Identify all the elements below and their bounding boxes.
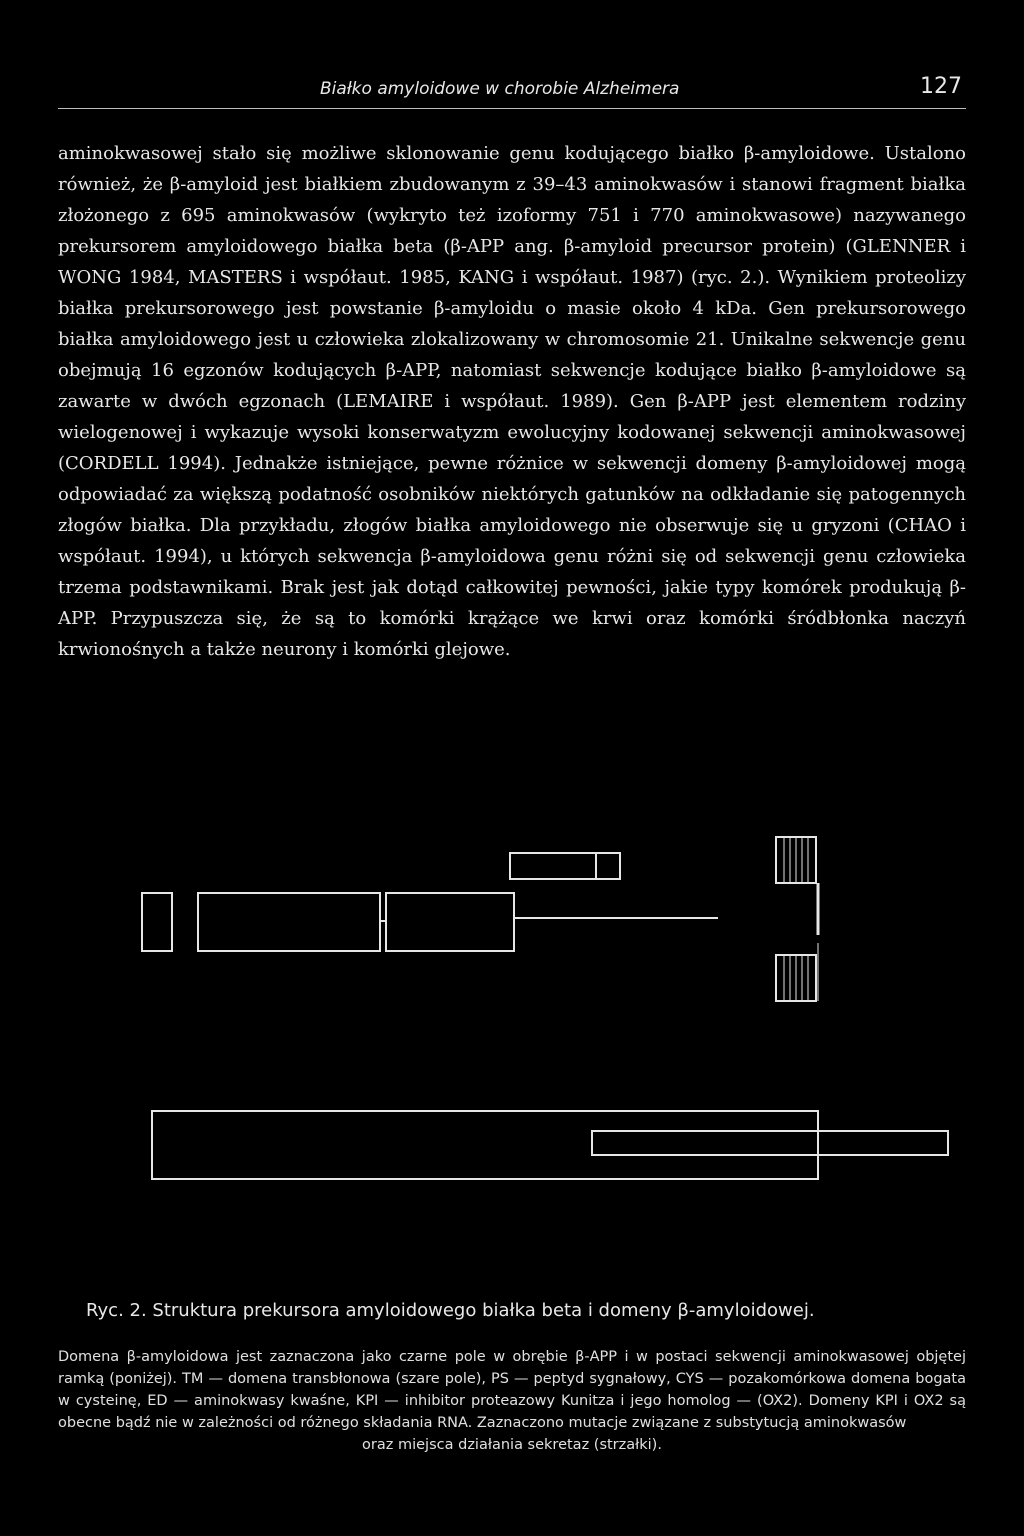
- figure-caption-body: [58, 1346, 966, 1456]
- page-number: 127: [920, 74, 962, 99]
- domain-box-ed: [386, 893, 514, 951]
- page-header: [58, 74, 966, 109]
- running-title: Białko amyloidowe w chorobie Alzheimera: [320, 79, 680, 99]
- body-text: [58, 138, 966, 665]
- domain-box-ps: [142, 893, 172, 951]
- domain-box-ox2: [596, 853, 620, 879]
- caption-text: Domena β-amyloidowa jest zaznaczona jako czarne pole w obrębie β-APP i w postaci sekwencji aminokwasowej objętej ramką (poniżej). TM — domena transbłonowa (szare pole), PS — peptyd sygnałowy, CYS — pozakomórkowa domena bogata w cysteinę, ED — aminokwasy kwaśne, KPI — inhibitor proteazowy Kunitza i jego homolog — (OX2). Domeny KPI i OX2 są obecne bądź nie w zależności od różnego składania RNA. Zaznaczono mutacje związane z substytucją aminokwasów: [58, 1349, 966, 1431]
- caption-last-line: oraz miejsca działania sekretaz (strzałki).: [362, 1437, 662, 1453]
- body-paragraph: aminokwasowej stało się możliwe sklonowanie genu kodującego białko β-amyloidowe. Ustalono również, że β-amyloid jest białkiem zbudowanym z 39–43 aminokwasów i stanowi fragment białka złożonego z 695 aminokwasów (wykryto też izoformy 751 i 770 aminokwasowe) nazywanego prekursorem amyloidowego białka beta (β-APP ang. β-amyloid precursor protein) (GLENNER i WONG 1984, MASTERS i współaut. 1985, KANG i współaut. 1987) (ryc. 2.). Wynikiem proteolizy białka prekursorowego jest powstanie β-amyloidu o masie około 4 kDa. Gen prekursorowego białka amyloidowego jest u człowieka zlokalizowany w chromosomie 21. Unikalne sekwencje genu obejmują 16 egzonów kodujących β-APP, natomiast sekwencje kodujące białko β-amyloidowe są zawarte w dwóch egzonach (LEMAIRE i współaut. 1989). Gen β-APP jest elementem rodziny wielogenowej i wykazuje wysoki konserwatyzm ewolucyjny kodowanej sekwencji aminokwasowej (CORDELL 1994). Jednakże istniejące, pewne różnice w sekwencji domeny β-amyloidowej mogą odpowiadać za większą podatność osobników niektórych gatunków na odkładanie się patogennych złogów białka. Dla przykładu, złogów białka amyloidowego nie obserwuje się u gryzoni (CHAO i współaut. 1994), u których sekwencja β-amyloidowa genu różni się od sekwencji genu człowieka trzema podstawnikami. Brak jest jak dotąd całkowitej pewności, jakie typy komórek produkują β-APP. Przypuszcza się, że są to komórki krążące we krwi oraz komórki śródbłonka naczyń krwionośnych a także neurony i komórki glejowe.: [58, 143, 966, 660]
- domain-box-cys: [198, 893, 380, 951]
- app-structure-figure: [120, 825, 980, 1205]
- figure-diagram: [120, 825, 980, 1205]
- domain-box-kpi: [510, 853, 596, 879]
- figure-caption-title: Ryc. 2. Struktura prekursora amyloidowego białka beta i domeny β-amyloidowej.: [86, 1300, 815, 1321]
- sequence-frame: [152, 1111, 818, 1179]
- sequence-box: [592, 1131, 948, 1155]
